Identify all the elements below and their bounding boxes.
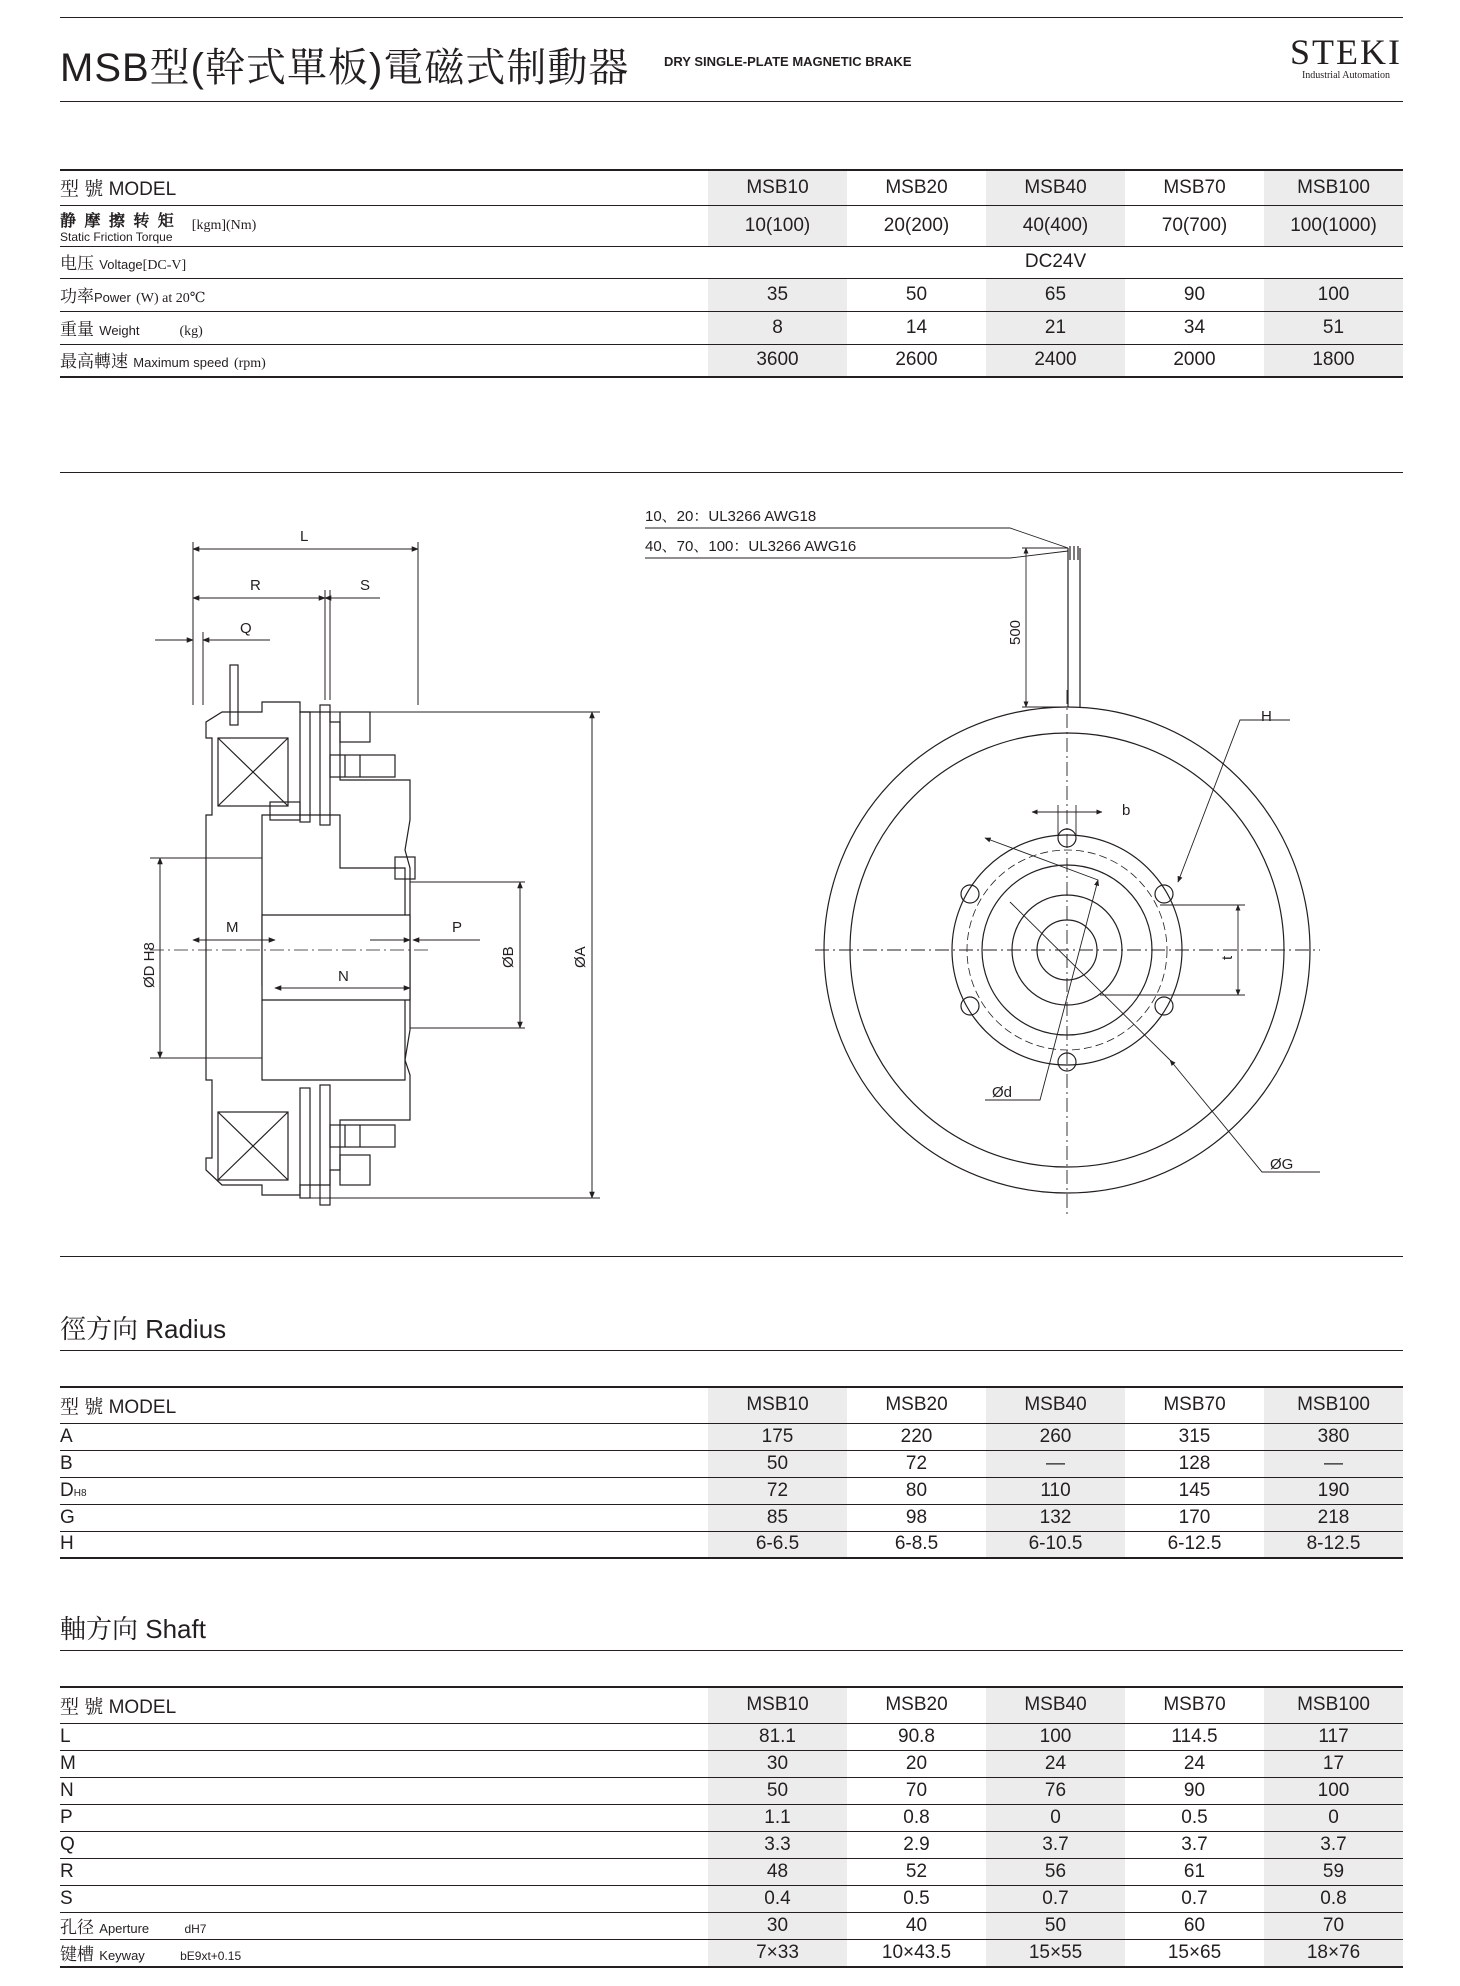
speed-value: 3600 [708, 344, 847, 377]
row-label: B [60, 1450, 708, 1477]
weight-value: 21 [986, 311, 1125, 344]
dim-label-M: M [226, 919, 239, 936]
table-cell: 117 [1264, 1723, 1403, 1750]
dim-label-N: N [338, 968, 349, 985]
dim-label-S: S [360, 577, 371, 594]
table-row [60, 1504, 1403, 1531]
table-cell: 72 [708, 1477, 847, 1504]
model-cell: MSB40 [986, 170, 1125, 205]
aperture-label-cn: 孔径 [60, 1917, 94, 1937]
weight-label-cn: 重量 [60, 319, 94, 339]
table-cell: 17 [1264, 1750, 1403, 1777]
spec-speed-row [60, 344, 1403, 377]
model-cell: MSB40 [986, 1687, 1125, 1723]
spec-model-row [60, 170, 1403, 205]
table-cell: 50 [986, 1912, 1125, 1939]
table-row [60, 1477, 1403, 1504]
table-cell: 76 [986, 1777, 1125, 1804]
table-cell: 72 [847, 1450, 986, 1477]
weight-label-en: Weight [99, 322, 140, 338]
table-row [60, 1885, 1403, 1912]
shaft-model-row [60, 1687, 1403, 1723]
row-label: Q [60, 1831, 708, 1858]
table-cell: 30 [708, 1912, 847, 1939]
table-cell: 60 [1125, 1912, 1264, 1939]
top-rule [60, 17, 1403, 18]
radius-section-title: 徑方向 Radius [60, 1314, 227, 1344]
power-value: 90 [1125, 278, 1264, 311]
table-cell: 0.7 [1125, 1885, 1264, 1912]
row-label: D [60, 1479, 74, 1501]
weight-value: 51 [1264, 311, 1403, 344]
table-cell: 48 [708, 1858, 847, 1885]
voltage-value: DC24V [708, 246, 1403, 278]
model-label-en: MODEL [108, 179, 177, 201]
table-cell: 170 [1125, 1504, 1264, 1531]
dim-label-B: ØB [500, 946, 517, 968]
spec-power-row [60, 278, 1403, 311]
keyway-row [60, 1939, 1403, 1967]
table-cell: 90.8 [847, 1723, 986, 1750]
keyway-label-en: Keyway [99, 1947, 145, 1963]
shaft-table [60, 1686, 1403, 1968]
row-label-sub: H8 [73, 1487, 87, 1499]
row-label: A [60, 1423, 708, 1450]
model-cell: MSB20 [847, 170, 986, 205]
dim-label-A: ØA [572, 946, 589, 968]
torque-unit: [kgm](Nm) [191, 217, 257, 233]
model-cell: MSB10 [708, 1387, 847, 1423]
table-cell: — [986, 1450, 1125, 1477]
voltage-unit: [DC-V] [142, 258, 187, 273]
dim-label-b: b [1122, 802, 1131, 819]
table-cell: 90 [1125, 1777, 1264, 1804]
speed-value: 2600 [847, 344, 986, 377]
model-cell: MSB100 [1264, 1687, 1403, 1723]
table-row [60, 1723, 1403, 1750]
table-cell: 50 [708, 1450, 847, 1477]
page-title: MSB型(幹式單板)電磁式制動器 [60, 46, 630, 90]
table-cell: 80 [847, 1477, 986, 1504]
table-cell: 315 [1125, 1423, 1264, 1450]
logo-brand: STEKI [1290, 32, 1402, 72]
voltage-label-cn: 电压 [60, 254, 94, 273]
table-cell: 98 [847, 1504, 986, 1531]
weight-value: 14 [847, 311, 986, 344]
table-cell: 0 [986, 1804, 1125, 1831]
dim-label-d: Ød [992, 1084, 1013, 1101]
table-cell: 380 [1264, 1423, 1403, 1450]
model-cell: MSB70 [1125, 1387, 1264, 1423]
radius-table [60, 1386, 1403, 1559]
table-cell: 3.3 [708, 1831, 847, 1858]
weight-unit: (kg) [179, 323, 203, 339]
table-cell: 0.8 [847, 1804, 986, 1831]
table-cell: 6-6.5 [708, 1531, 847, 1558]
table-cell: 1.1 [708, 1804, 847, 1831]
technical-drawing [0, 472, 1460, 1258]
torque-value: 70(700) [1125, 205, 1264, 246]
table-cell: 70 [1264, 1912, 1403, 1939]
side-view [150, 665, 430, 1205]
table-cell: 3.7 [986, 1831, 1125, 1858]
model-cell: MSB10 [708, 170, 847, 205]
row-label: S [60, 1885, 708, 1912]
power-value: 50 [847, 278, 986, 311]
spec-table [60, 169, 1403, 378]
row-label: M [60, 1750, 708, 1777]
table-cell: 100 [1264, 1777, 1403, 1804]
table-cell: 128 [1125, 1450, 1264, 1477]
wire-note-2: 40、70、100：UL3266 AWG16 [645, 538, 857, 555]
model-cell: MSB40 [986, 1387, 1125, 1423]
table-row [60, 1804, 1403, 1831]
table-cell: 10×43.5 [847, 1939, 986, 1967]
table-row [60, 1831, 1403, 1858]
row-label: N [60, 1777, 708, 1804]
speed-value: 2400 [986, 344, 1125, 377]
table-row [60, 1750, 1403, 1777]
spec-torque-row [60, 205, 1403, 246]
table-cell: 52 [847, 1858, 986, 1885]
table-cell: 0.7 [986, 1885, 1125, 1912]
model-cell: MSB70 [1125, 1687, 1264, 1723]
model-cell: MSB20 [847, 1387, 986, 1423]
table-cell: 0.5 [1125, 1804, 1264, 1831]
table-cell: 220 [847, 1423, 986, 1450]
model-cell: MSB10 [708, 1687, 847, 1723]
table-cell: 61 [1125, 1858, 1264, 1885]
row-label: R [60, 1858, 708, 1885]
header-rule [60, 101, 1403, 102]
table-cell: 81.1 [708, 1723, 847, 1750]
weight-value: 34 [1125, 311, 1264, 344]
keyway-symbol: bE9xt+0.15 [180, 1948, 242, 1963]
table-cell: 24 [986, 1750, 1125, 1777]
table-cell: 110 [986, 1477, 1125, 1504]
weight-value: 8 [708, 311, 847, 344]
dim-label-wire-length: 500 [1007, 619, 1024, 645]
wire-note-1: 10、20：UL3266 AWG18 [645, 508, 817, 525]
power-label-en: Power [94, 289, 131, 305]
table-cell: 0.8 [1264, 1885, 1403, 1912]
model-cell: MSB100 [1264, 1387, 1403, 1423]
dim-label-Q: Q [240, 620, 252, 637]
table-cell: 40 [847, 1912, 986, 1939]
aperture-label-en: Aperture [99, 1920, 150, 1936]
power-unit: (W) at 20℃ [136, 290, 206, 306]
radius-title-rule [60, 1350, 1403, 1351]
table-cell: 56 [986, 1858, 1125, 1885]
table-cell: 7×33 [708, 1939, 847, 1967]
power-value: 35 [708, 278, 847, 311]
speed-label-en: Maximum speed [133, 355, 229, 371]
row-label: H [60, 1531, 708, 1558]
dim-label-G: ØG [1270, 1156, 1294, 1173]
model-label-en: MODEL [108, 1396, 177, 1418]
torque-value: 20(200) [847, 205, 986, 246]
table-cell: 15×65 [1125, 1939, 1264, 1967]
table-cell: 100 [986, 1723, 1125, 1750]
dim-label-L: L [300, 528, 309, 545]
table-cell: 0 [1264, 1804, 1403, 1831]
drawing-bottom-rule [60, 1256, 1403, 1257]
table-cell: 8-12.5 [1264, 1531, 1403, 1558]
table-cell: 218 [1264, 1504, 1403, 1531]
speed-unit: (rpm) [233, 356, 266, 372]
front-view-labels [645, 508, 1293, 1173]
row-label: L [60, 1723, 708, 1750]
power-label-cn: 功率 [60, 286, 94, 306]
table-row [60, 1858, 1403, 1885]
table-cell: 175 [708, 1423, 847, 1450]
table-cell: 3.7 [1125, 1831, 1264, 1858]
power-value: 100 [1264, 278, 1403, 311]
table-cell: 18×76 [1264, 1939, 1403, 1967]
torque-label-en: Static Friction Torque [60, 229, 173, 244]
table-cell: 85 [708, 1504, 847, 1531]
radius-model-row [60, 1387, 1403, 1423]
table-row [60, 1450, 1403, 1477]
table-cell: 6-8.5 [847, 1531, 986, 1558]
table-row [60, 1423, 1403, 1450]
torque-value: 40(400) [986, 205, 1125, 246]
table-cell: 6-12.5 [1125, 1531, 1264, 1558]
dim-label-H: H [1261, 708, 1272, 725]
row-label: P [60, 1804, 708, 1831]
table-cell: 3.7 [1264, 1831, 1403, 1858]
speed-value: 1800 [1264, 344, 1403, 377]
table-cell: 132 [986, 1504, 1125, 1531]
table-cell: 70 [847, 1777, 986, 1804]
table-cell: 50 [708, 1777, 847, 1804]
power-value: 65 [986, 278, 1125, 311]
model-label-cn: 型 號 [60, 1696, 104, 1718]
steki-logo [1288, 34, 1404, 81]
dim-label-R: R [250, 577, 261, 594]
page-subtitle: DRY SINGLE-PLATE MAGNETIC BRAKE [664, 54, 912, 69]
table-cell: 2.9 [847, 1831, 986, 1858]
row-label: G [60, 1504, 708, 1531]
dim-label-P: P [452, 919, 463, 936]
spec-weight-row [60, 311, 1403, 344]
table-row [60, 1531, 1403, 1558]
model-label-en: MODEL [108, 1696, 177, 1718]
table-cell: 20 [847, 1750, 986, 1777]
model-label-cn: 型 號 [60, 1396, 104, 1418]
aperture-symbol: dH7 [184, 1921, 207, 1936]
table-cell: 145 [1125, 1477, 1264, 1504]
speed-value: 2000 [1125, 344, 1264, 377]
keyway-label-cn: 键槽 [60, 1944, 94, 1964]
dim-label-t: t [1219, 955, 1236, 960]
torque-label-cn: 静 摩 擦 转 矩 [60, 212, 176, 230]
table-cell: 6-10.5 [986, 1531, 1125, 1558]
torque-value: 10(100) [708, 205, 847, 246]
table-cell: 15×55 [986, 1939, 1125, 1967]
table-cell: — [1264, 1450, 1403, 1477]
table-cell: 260 [986, 1423, 1125, 1450]
model-label-cn: 型 號 [60, 179, 104, 201]
shaft-title-rule [60, 1650, 1403, 1651]
dim-label-D: ØD H8 [141, 942, 158, 988]
torque-value: 100(1000) [1264, 205, 1403, 246]
aperture-row [60, 1912, 1403, 1939]
table-cell: 190 [1264, 1477, 1403, 1504]
shaft-section-title: 軸方向 Shaft [60, 1614, 206, 1644]
table-row [60, 1777, 1403, 1804]
table-cell: 0.5 [847, 1885, 986, 1912]
table-cell: 0.4 [708, 1885, 847, 1912]
model-cell: MSB100 [1264, 170, 1403, 205]
logo-tagline: Industrial Automation [1301, 70, 1391, 81]
speed-label-cn: 最高轉速 [60, 352, 128, 372]
table-cell: 24 [1125, 1750, 1264, 1777]
voltage-label-en: Voltage [99, 257, 143, 272]
model-cell: MSB70 [1125, 170, 1264, 205]
spec-voltage-row [60, 246, 1403, 278]
table-cell: 114.5 [1125, 1723, 1264, 1750]
table-cell: 59 [1264, 1858, 1403, 1885]
model-cell: MSB20 [847, 1687, 986, 1723]
table-cell: 30 [708, 1750, 847, 1777]
